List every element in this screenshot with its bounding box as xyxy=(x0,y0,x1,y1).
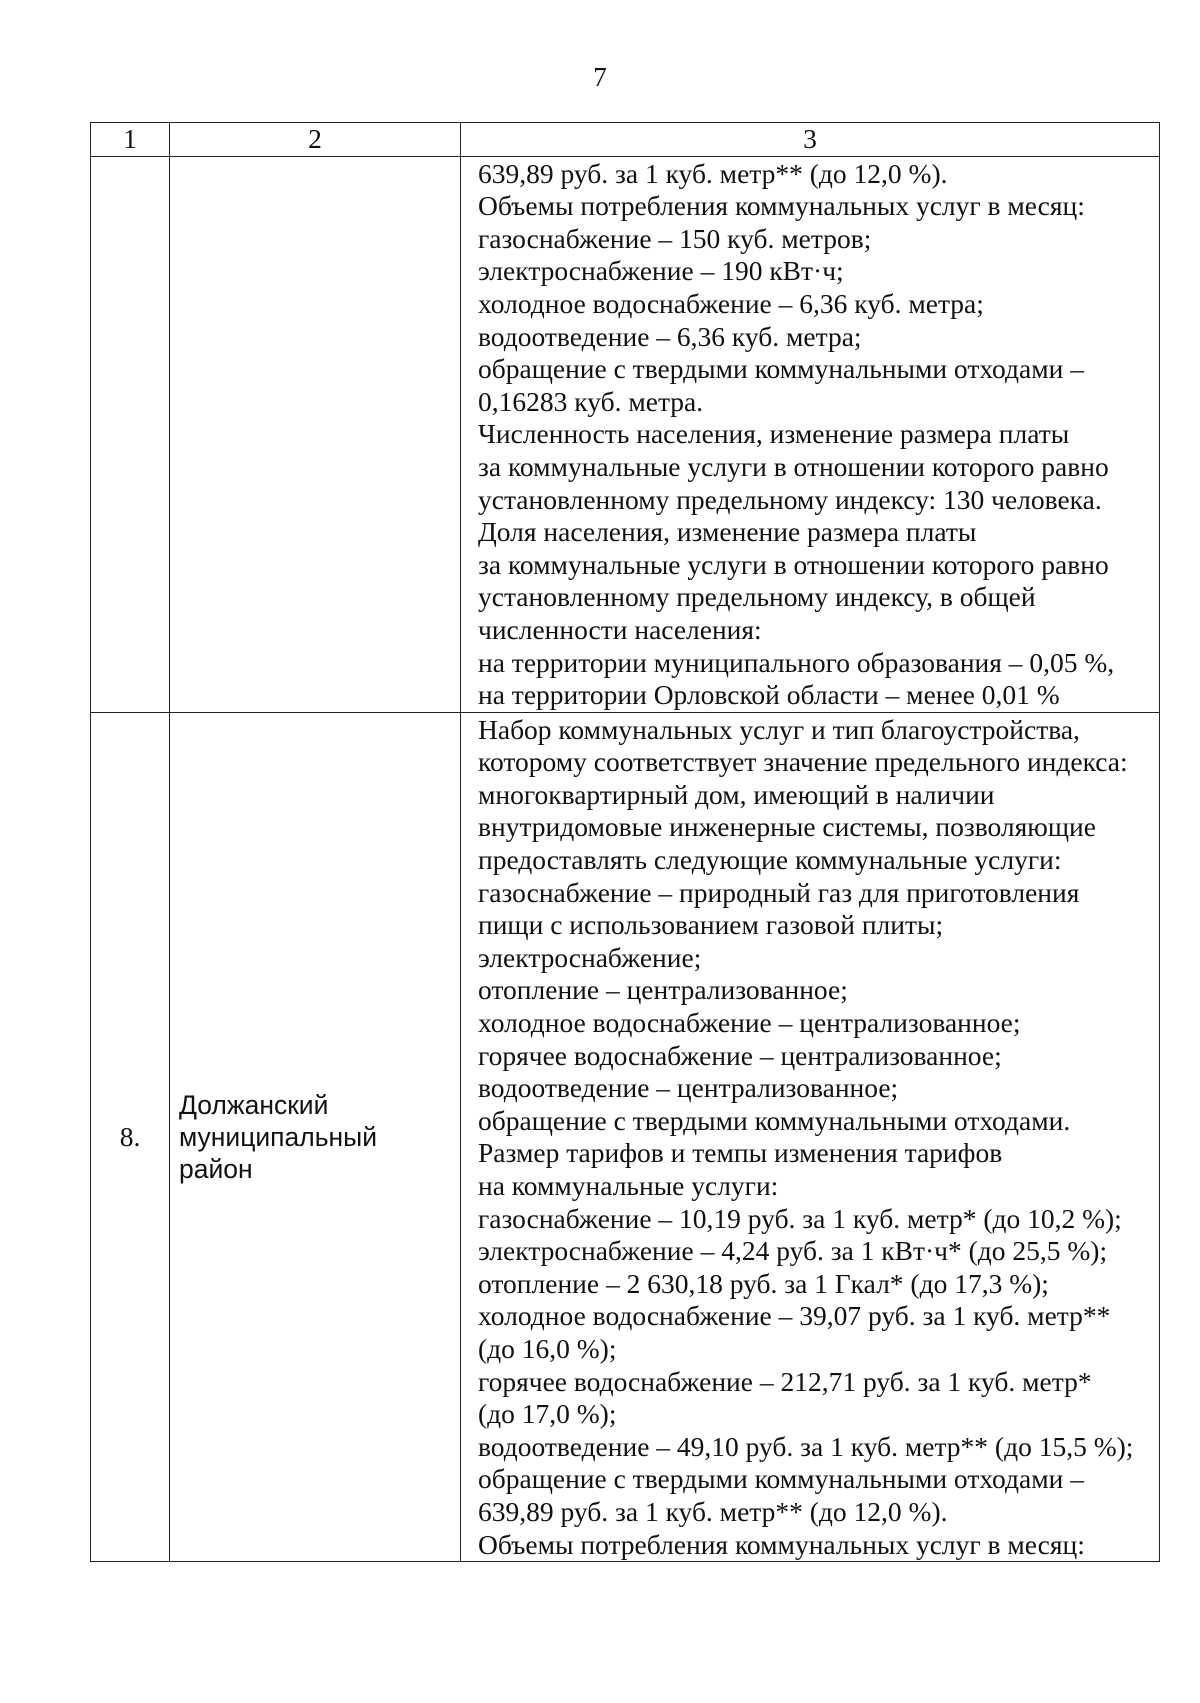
table-row-8 xyxy=(91,712,1160,1561)
text-line: Набор коммунальных услуг и тип благоустройства, xyxy=(478,713,1080,745)
text-line: водоотведение – централизованное; xyxy=(478,1072,899,1104)
text-line: отопление – централизованное; xyxy=(478,974,848,1006)
text-line: за коммунальные услуги в отношении которого равно xyxy=(478,548,1109,580)
row-number-cell-empty xyxy=(91,156,170,712)
text-line: электроснабжение; xyxy=(478,941,702,973)
text-line: за коммунальные услуги в отношении которого равно xyxy=(478,450,1109,482)
text-line: на коммунальные услуги: xyxy=(478,1170,779,1201)
header-col-2: 2 xyxy=(170,123,461,157)
text-line: 639,89 руб. за 1 куб. метр** (до 12,0 %). xyxy=(478,157,948,189)
text-line: 639,89 руб. за 1 куб. метр** (до 12,0 %). xyxy=(478,1495,948,1527)
text-line: водоотведение – 6,36 куб. метра; xyxy=(478,320,862,352)
text-line: (до 17,0 %); xyxy=(478,1398,617,1430)
text-line: водоотведение – 49,10 руб. за 1 куб. метр** (до 15,5 %); xyxy=(478,1430,1134,1462)
municipality-name xyxy=(170,712,461,1561)
text-line: обращение с твердыми коммунальными отходами – xyxy=(478,353,1084,385)
text-line: многоквартирный дом, имеющий в наличии xyxy=(478,778,995,810)
text-line: газоснабжение – 150 куб. метров; xyxy=(478,222,872,254)
header-col-3: 3 xyxy=(461,123,1160,157)
text-line: горячее водоснабжение – 212,71 руб. за 1 куб. метр* xyxy=(478,1365,1092,1397)
text-line: внутридомовые инженерные системы, позволяющие xyxy=(478,811,1096,843)
text-line: обращение с твердыми коммунальными отходами – xyxy=(478,1463,1084,1495)
text-line: установленному предельному индексу: 130 человека. xyxy=(478,483,1102,515)
name-line: район xyxy=(179,1153,253,1184)
tariff-table xyxy=(90,122,1160,1562)
text-line: газоснабжение – природный газ для приготовления xyxy=(478,876,1080,908)
text-line: Численность населения, изменение размера платы xyxy=(478,418,1070,450)
text-line: холодное водоснабжение – централизованное; xyxy=(478,1007,1021,1039)
text-line: на территории муниципального образования – 0,05 %, xyxy=(478,646,1115,678)
page-number: 7 xyxy=(593,62,607,92)
text-line: пищи с использованием газовой плиты; xyxy=(478,909,944,941)
text-line: отопление – 2 630,18 руб. за 1 Гкал* (до 17,3 %); xyxy=(478,1267,1049,1299)
text-line: холодное водоснабжение – 6,36 куб. метра; xyxy=(478,287,984,319)
text-line: (до 16,0 %); xyxy=(478,1332,617,1364)
table-header-row xyxy=(91,123,1160,157)
text-line: электроснабжение – 4,24 руб. за 1 кВт·ч* (до 25,5 %); xyxy=(478,1235,1108,1267)
text-line: численности населения: xyxy=(478,613,762,645)
text-line: которому соответствует значение предельного индекса: xyxy=(478,746,1128,778)
text-line: холодное водоснабжение – 39,07 руб. за 1 куб. метр** xyxy=(478,1300,1111,1332)
text-line: Объемы потребления коммунальных услуг в месяц: xyxy=(478,1528,1085,1560)
text-line: обращение с твердыми коммунальными отходами. xyxy=(478,1104,1071,1136)
text-line: Объемы потребления коммунальных услуг в месяц: xyxy=(478,190,1085,222)
table-row-continuation xyxy=(91,156,1160,712)
text-line: на территории Орловской области – менее 0,01 % xyxy=(478,679,1060,711)
name-line: Должанский xyxy=(179,1089,329,1120)
text-line: 0,16283 куб. метра. xyxy=(478,385,704,417)
name-line: муниципальный xyxy=(179,1121,378,1152)
text-line: горячее водоснабжение – централизованное; xyxy=(478,1039,1002,1071)
row-number: 8. xyxy=(91,712,170,1561)
text-line: предоставлять следующие коммунальные услуги: xyxy=(478,844,1062,876)
row-name-cell-empty xyxy=(170,156,461,712)
row-description-cell xyxy=(461,156,1160,712)
text-line: Доля населения, изменение размера платы xyxy=(478,516,977,548)
text-line: Размер тарифов и темпы изменения тарифов xyxy=(478,1137,1003,1169)
row-description-cell xyxy=(461,712,1160,1561)
text-line: электроснабжение – 190 кВт·ч; xyxy=(478,255,844,287)
text-line: газоснабжение – 10,19 руб. за 1 куб. метр* (до 10,2 %); xyxy=(478,1202,1122,1234)
header-col-1: 1 xyxy=(91,123,170,157)
text-line: установленному предельному индексу, в общей xyxy=(478,581,1036,613)
